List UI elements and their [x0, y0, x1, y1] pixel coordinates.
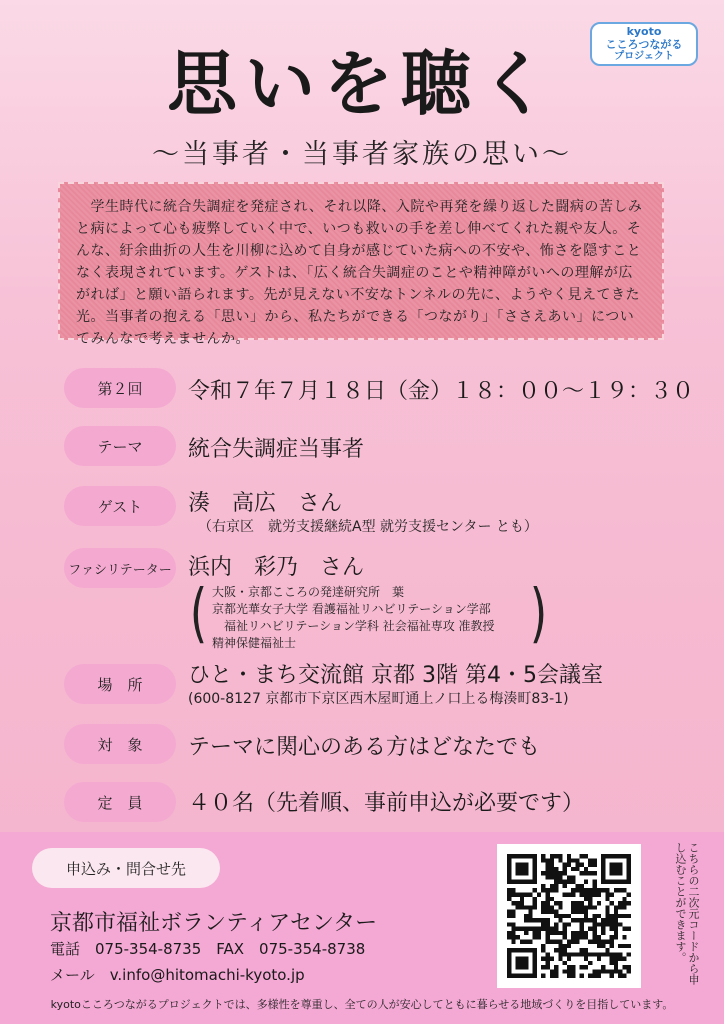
capacity-label: 定 員 — [64, 782, 176, 822]
org-name: 京都市福祉ボランティアセンター — [50, 911, 378, 936]
project-statement: kyotoこころつながるプロジェクトでは、多様性を尊重し、全ての人が安心してともに暮らせる地域づくりを目指しています。 — [50, 998, 674, 1011]
page-title: 思いを聴く — [167, 43, 557, 125]
audience-label: 対 象 — [64, 724, 176, 764]
facilitator-affiliation — [189, 577, 572, 656]
guest-affiliation: （右京区 就労支援継続A型 就労支援センター とも） — [198, 519, 538, 535]
venue-address: (600-8127 京都市下京区西木屋町通上ノ口上る梅湊町83-1) — [188, 691, 569, 707]
theme-value: 統合失調症当事者 — [188, 437, 365, 462]
facilitator-name: 浜内 彩乃 さん — [188, 555, 365, 580]
phone-fax: 電話 075-354-8735 FAX 075-354-8738 — [50, 940, 366, 958]
logo-line-3: プロジェクト — [614, 51, 674, 62]
intro-text: 学生時代に統合失調症を発症され、それ以降、入院や再発を繰り返した闘病の苦しみと病によって心も疲弊していく中で、いつも救いの手を差し伸べてくれた親や友人。そんな、紆余曲折の人生を川柳に込めて自身が感じていた病への不安や、怖さを隠すことなく表現されています。ゲストは、「広く統合失調症のことや精神障がいへの理解が広がれば」と願い語られます。先が見えない不安なトンネルの先に、ようやく見えてきた光。当事者の抱える「思い」から、私たちができる「つながり」「ささえあい」についてみんなで考えませんか。 — [58, 182, 664, 340]
open-paren: ( — [189, 577, 208, 651]
facilitator-note-2: 京都光華女子大学 看護福祉リハビリテーション学部 — [212, 602, 491, 616]
guest-name: 湊 高広 さん — [188, 491, 343, 516]
facilitator-label: ファシリテーター — [64, 548, 176, 588]
close-paren: ) — [529, 577, 548, 651]
audience-value: テーマに関心のある方はどなたでも — [188, 735, 541, 760]
venue-name: ひと・まち交流館 京都 3階 第4・5会議室 — [188, 663, 603, 688]
page-subtitle: 〜当事者・当事者家族の思い〜 — [152, 139, 572, 170]
theme-label: テーマ — [64, 426, 176, 466]
session-datetime: 令和７年７月１８日（金）１８：００〜１９：３０ — [188, 379, 695, 404]
facilitator-note-3: 福祉リハビリテーション学科 社会福祉専攻 准教授 — [212, 619, 495, 633]
qr-code-icon[interactable] — [497, 844, 641, 988]
facilitator-note-4: 精神保健福祉士 — [212, 636, 297, 650]
contact-label: 申込み・問合せ先 — [32, 848, 220, 888]
venue-label: 場 所 — [64, 664, 176, 704]
contact-footer — [0, 832, 724, 1024]
logo-line-1: kyoto — [626, 25, 662, 38]
guest-label: ゲスト — [64, 486, 176, 526]
qr-instruction: こちらの二次元コードから申し込むことができます。 — [674, 842, 700, 985]
facilitator-note-1: 大阪・京都こころの発達研究所 葉 — [212, 585, 405, 599]
capacity-value: ４０名（先着順、事前申込が必要です） — [188, 791, 585, 816]
email-address[interactable]: メール v.info@hitomachi-kyoto.jp — [50, 966, 305, 984]
logo-line-2: こころつながる — [605, 38, 683, 51]
session-label: 第２回 — [64, 368, 176, 408]
